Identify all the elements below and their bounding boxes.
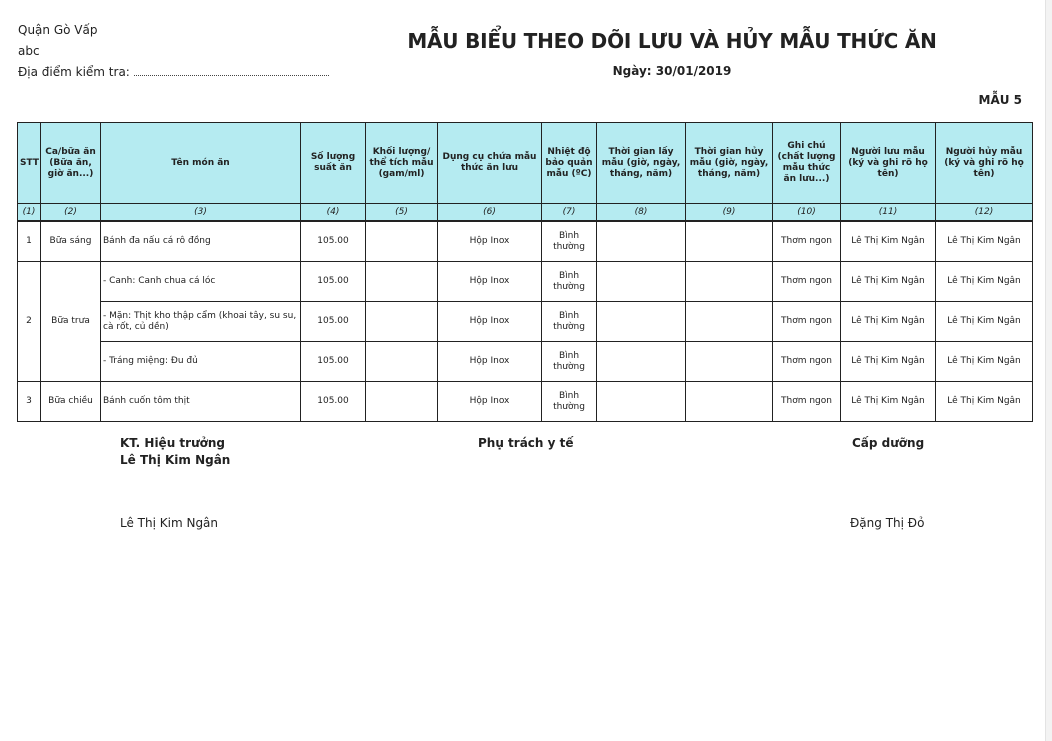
dish-name-cell: Bánh cuốn tôm thịt [101,382,301,422]
principal-title: KT. Hiệu trưởng [120,436,225,450]
medical-title: Phụ trách y tế [478,436,574,450]
keeper-cell: Lê Thị Kim Ngân [841,302,936,342]
food-sample-table [17,122,1033,422]
dish-name-cell: - Mặn: Thịt kho thập cẩm (khoai tây, su su, cà rốt, củ dền) [101,302,301,342]
location-label: Địa điểm kiểm tra: [18,65,130,79]
serving-count-cell: 105.00 [301,302,366,342]
meal-cell: Bữa sáng [41,221,101,262]
table-header-row [18,123,1033,204]
column-number: (5) [366,204,438,222]
meal-cell: Bữa trưa [41,262,101,382]
dish-name-cell: - Tráng miệng: Đu đủ [101,342,301,382]
sample-time-cell [597,382,686,422]
sample-volume-cell [366,262,438,302]
column-header: Ca/bữa ăn (Bữa ăn, giờ ăn...) [41,123,101,204]
dish-name-cell: Bánh đa nấu cá rô đồng [101,221,301,262]
sample-time-cell [597,342,686,382]
container-cell: Hộp Inox [438,262,542,302]
school-label: abc [18,44,40,58]
report-date: Ngày: 30/01/2019 [612,64,732,78]
keeper-cell: Lê Thị Kim Ngân [841,221,936,262]
container-cell: Hộp Inox [438,342,542,382]
storage-temp-cell: Bình thường [542,262,597,302]
principal-name-top: Lê Thị Kim Ngân [120,453,231,467]
destroy-time-cell [686,302,773,342]
column-header: Nhiệt độ bảo quản mẫu (ºC) [542,123,597,204]
keeper-cell: Lê Thị Kim Ngân [841,382,936,422]
note-cell: Thơm ngon [773,221,841,262]
note-cell: Thơm ngon [773,342,841,382]
keeper-cell: Lê Thị Kim Ngân [841,262,936,302]
storage-temp-cell: Bình thường [542,302,597,342]
serving-count-cell: 105.00 [301,221,366,262]
destroyer-cell: Lê Thị Kim Ngân [936,342,1033,382]
note-cell: Thơm ngon [773,262,841,302]
destroy-time-cell [686,342,773,382]
column-number: (2) [41,204,101,222]
column-number: (11) [841,204,936,222]
table-row [18,221,1033,262]
location-line [18,62,329,83]
sample-volume-cell [366,382,438,422]
column-number: (1) [18,204,41,222]
sample-volume-cell [366,302,438,342]
column-header: Ghi chú (chất lượng mẫu thức ăn lưu...) [773,123,841,204]
destroyer-cell: Lê Thị Kim Ngân [936,382,1033,422]
note-cell: Thơm ngon [773,302,841,342]
note-cell: Thơm ngon [773,382,841,422]
storage-temp-cell: Bình thường [542,221,597,262]
destroy-time-cell [686,382,773,422]
serving-count-cell: 105.00 [301,382,366,422]
cook-signature-name: Đặng Thị Đỏ [850,516,925,530]
destroy-time-cell [686,221,773,262]
page-title: MẪU BIỂU THEO DÕI LƯU VÀ HỦY MẪU THỨC ĂN [407,29,937,53]
form-code: MẪU 5 [978,93,1022,107]
column-header: Người lưu mẫu (ký và ghi rõ họ tên) [841,123,936,204]
destroy-time-cell [686,262,773,302]
stt-cell: 1 [18,221,41,262]
principal-signature-name: Lê Thị Kim Ngân [120,516,219,530]
destroyer-cell: Lê Thị Kim Ngân [936,302,1033,342]
destroyer-cell: Lê Thị Kim Ngân [936,262,1033,302]
container-cell: Hộp Inox [438,382,542,422]
stt-cell: 3 [18,382,41,422]
destroyer-cell: Lê Thị Kim Ngân [936,221,1033,262]
header-left-block [18,20,329,83]
cook-title: Cấp dưỡng [852,436,925,450]
table-row [18,302,1033,342]
column-header: Số lượng suất ăn [301,123,366,204]
container-cell: Hộp Inox [438,221,542,262]
column-number: (9) [686,204,773,222]
column-number: (4) [301,204,366,222]
table-column-number-row [18,204,1033,222]
column-number: (8) [597,204,686,222]
stt-cell: 2 [18,262,41,382]
column-number: (3) [101,204,301,222]
keeper-cell: Lê Thị Kim Ngân [841,342,936,382]
storage-temp-cell: Bình thường [542,342,597,382]
table-row [18,342,1033,382]
column-header: Thời gian lấy mẫu (giờ, ngày, tháng, năm) [597,123,686,204]
column-number: (7) [542,204,597,222]
sample-time-cell [597,221,686,262]
district-label: Quận Gò Vấp [18,23,98,37]
storage-temp-cell: Bình thường [542,382,597,422]
column-header: Khối lượng/ thể tích mẫu (gam/ml) [366,123,438,204]
column-number: (12) [936,204,1033,222]
sample-volume-cell [366,221,438,262]
sample-volume-cell [366,342,438,382]
column-header: Tên món ăn [101,123,301,204]
table-row [18,262,1033,302]
serving-count-cell: 105.00 [301,262,366,302]
sample-time-cell [597,262,686,302]
column-header: Thời gian hủy mẫu (giờ, ngày, tháng, năm) [686,123,773,204]
vertical-scrollbar[interactable] [1045,0,1052,741]
table-body [18,221,1033,422]
table-row [18,382,1033,422]
column-header: Dụng cụ chứa mẫu thức ăn lưu [438,123,542,204]
column-header: Người hủy mẫu (ký và ghi rõ họ tên) [936,123,1033,204]
container-cell: Hộp Inox [438,302,542,342]
column-number: (6) [438,204,542,222]
serving-count-cell: 105.00 [301,342,366,382]
column-number: (10) [773,204,841,222]
column-header: STT [18,123,41,204]
meal-cell: Bữa chiều [41,382,101,422]
dish-name-cell: - Canh: Canh chua cá lóc [101,262,301,302]
sample-time-cell [597,302,686,342]
